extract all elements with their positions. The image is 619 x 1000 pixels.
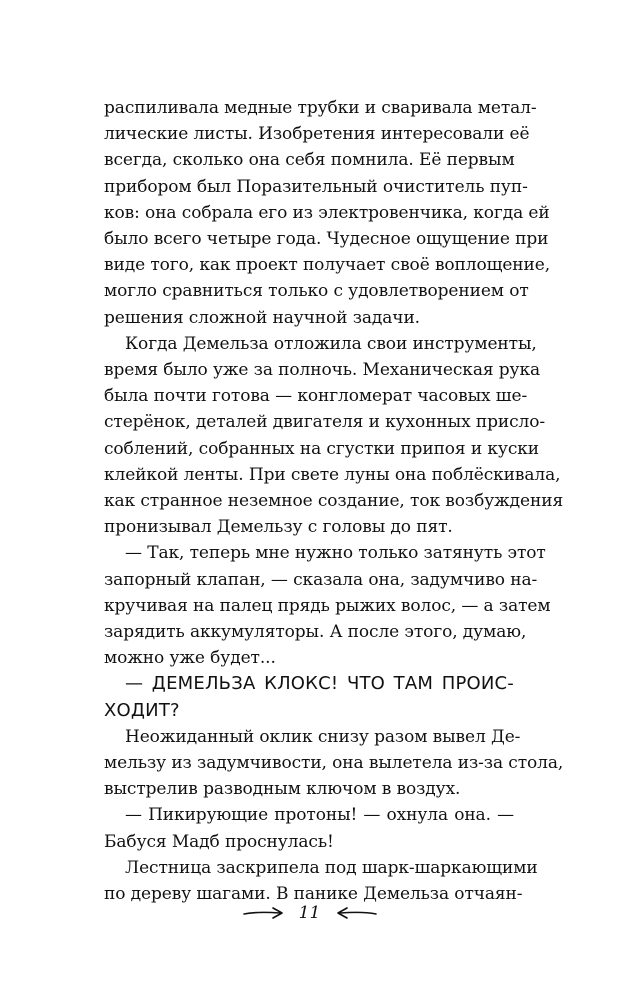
text-line: была почти готова — конгломерат часовых ше- [104, 386, 528, 407]
page-footer [0, 903, 619, 923]
text-line: виде того, как проект получает своё воплощение, [104, 255, 551, 276]
text-line: могло сравниться только с удовлетворением от [104, 281, 529, 302]
text-line: — Так, теперь мне нужно только затянуть этот [125, 543, 546, 564]
text-line: по дереву шагами. В панике Демельза отчаян- [104, 884, 523, 905]
text-line: мельзу из задумчивости, она вылетела из-за стола, [104, 753, 564, 774]
text-line: клейкой ленты. При свете луны она поблёскивала, [104, 464, 561, 485]
text-line: ХОДИТ? [104, 699, 180, 721]
text-line: Лестница заскрипела под шарк-шаркающими [125, 857, 538, 878]
text-line: выстрелив разводным ключом в воздух. [104, 779, 461, 800]
text-line: решения сложной научной задачи. [104, 307, 420, 328]
text-line: лические листы. Изобретения интересовали её [104, 124, 530, 145]
text-line: — ДЕМЕЛЬЗА КЛОКС! ЧТО ТАМ ПРОИС- [125, 673, 514, 695]
arrow-left-icon [334, 905, 378, 921]
text-line: прибором был Поразительный очиститель пуп- [104, 176, 528, 197]
body-text [104, 95, 564, 907]
text-line: ков: она собрала его из электровенчика, когда ей [104, 202, 550, 223]
text-line: Неожиданный оклик снизу разом вывел Де- [125, 726, 521, 747]
arrow-right-icon [242, 905, 286, 921]
text-line: пронизывал Демельзу с головы до пят. [104, 517, 453, 538]
text-line: всегда, сколько она себя помнила. Её первым [104, 150, 515, 171]
text-line: зарядить аккумуляторы. А после этого, думаю, [104, 622, 527, 643]
text-line: распиливала медные трубки и сваривала метал- [104, 98, 537, 118]
text-line: стерёнок, деталей двигателя и кухонных присло- [104, 412, 546, 433]
text-line: время было уже за полночь. Механическая рука [104, 360, 541, 381]
text-line: соблений, собранных на сгустки припоя и куски [104, 438, 540, 459]
text-line: можно уже будет... [104, 648, 276, 669]
text-line: кручивая на палец прядь рыжих волос, — а затем [104, 595, 551, 616]
text-line: Бабуся Мадб проснулась! [104, 831, 334, 852]
text-line: Когда Демельза отложила свои инструменты, [125, 333, 537, 354]
text-line: запорный клапан, — сказала она, задумчиво на- [104, 569, 538, 590]
text-line: — Пикирующие протоны! — охнула она. — [125, 805, 514, 826]
text-line: как странное неземное создание, ток возбуждения [104, 491, 564, 512]
page-number: 11 [298, 903, 321, 923]
text-line: было всего четыре года. Чудесное ощущение при [104, 229, 549, 250]
